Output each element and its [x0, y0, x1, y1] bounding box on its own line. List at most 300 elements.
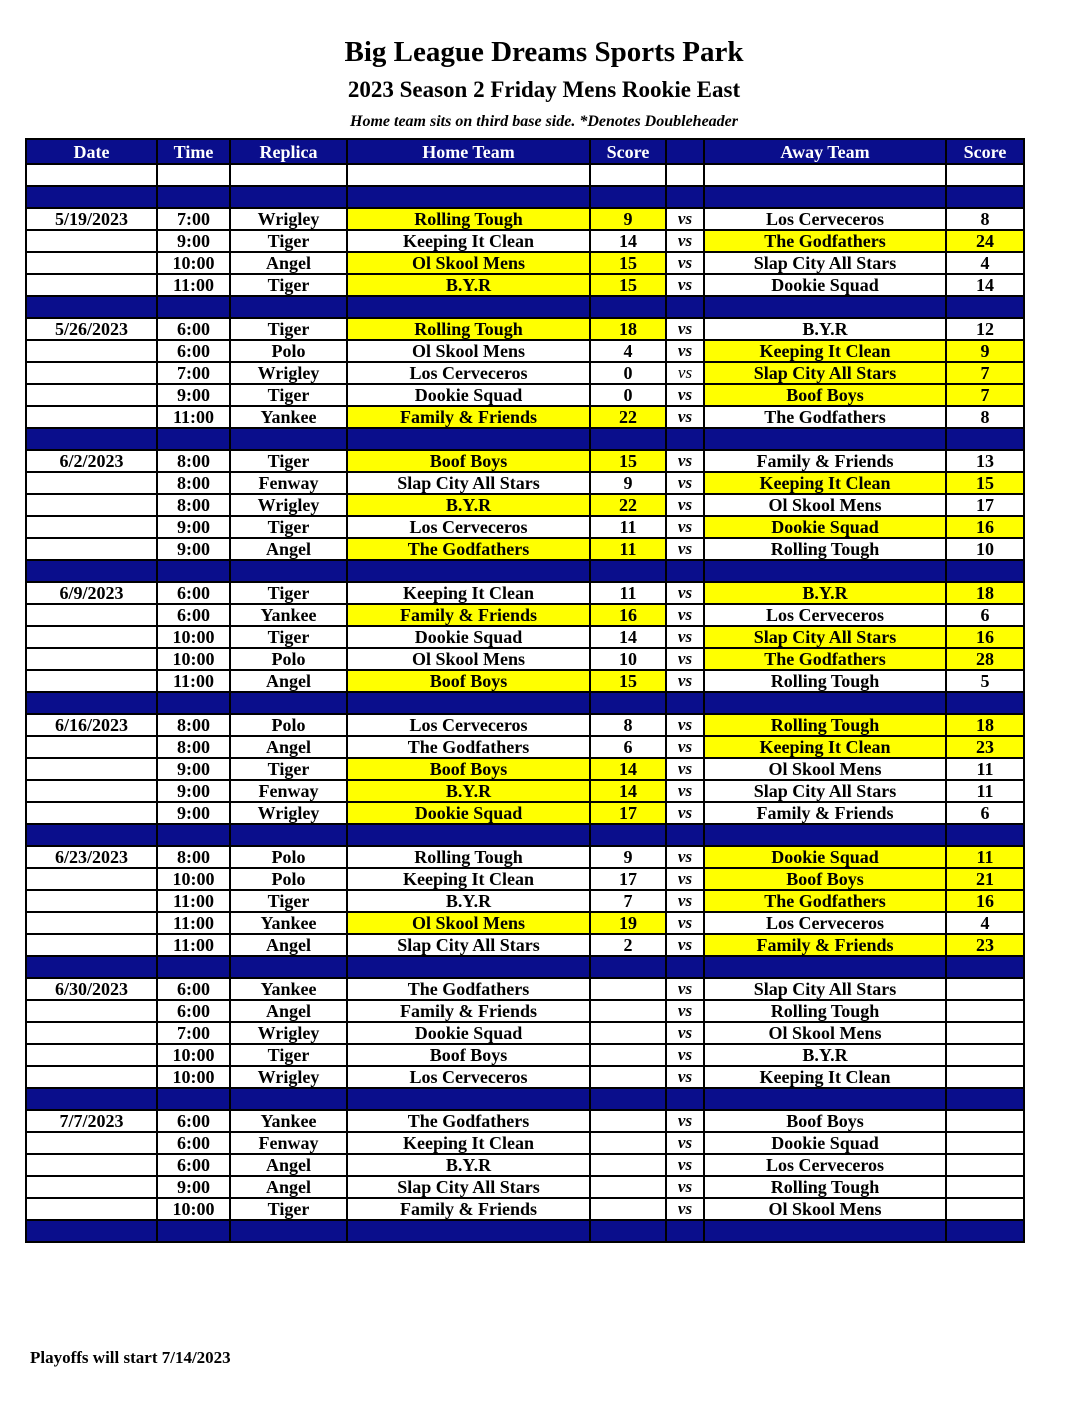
- game-time: 6:00: [157, 1132, 230, 1154]
- vs-label: vs: [666, 648, 704, 670]
- separator-row-cell: [26, 1220, 157, 1242]
- separator-row-cell: [230, 186, 347, 208]
- vs-label: vs: [666, 978, 704, 1000]
- game-date: [26, 912, 157, 934]
- game-date: [26, 230, 157, 252]
- game-replica: Angel: [230, 538, 347, 560]
- away-score: 11: [946, 846, 1024, 868]
- away-score: 21: [946, 868, 1024, 890]
- game-row: [26, 362, 1024, 384]
- schedule-table: [25, 138, 1025, 1243]
- away-team: Slap City All Stars: [704, 362, 946, 384]
- column-header-away-team: Away Team: [704, 139, 946, 164]
- game-time: 8:00: [157, 714, 230, 736]
- game-time: 6:00: [157, 1110, 230, 1132]
- home-team: The Godfathers: [347, 736, 590, 758]
- separator-row-cell: [704, 296, 946, 318]
- game-replica: Fenway: [230, 1132, 347, 1154]
- separator-row: [26, 428, 1024, 450]
- separator-row-cell: [26, 428, 157, 450]
- game-replica: Wrigley: [230, 802, 347, 824]
- game-time: 11:00: [157, 274, 230, 296]
- game-replica: Polo: [230, 648, 347, 670]
- separator-row-cell: [666, 560, 704, 582]
- game-row: [26, 208, 1024, 230]
- home-team: Slap City All Stars: [347, 1176, 590, 1198]
- vs-label: vs: [666, 208, 704, 230]
- separator-row-cell: [590, 1220, 666, 1242]
- home-team: Ol Skool Mens: [347, 252, 590, 274]
- home-score: 14: [590, 230, 666, 252]
- game-row: [26, 318, 1024, 340]
- vs-label: vs: [666, 362, 704, 384]
- separator-row: [26, 296, 1024, 318]
- game-replica: Fenway: [230, 472, 347, 494]
- separator-row-cell: [946, 692, 1024, 714]
- game-replica: Angel: [230, 670, 347, 692]
- column-header-date: Date: [26, 139, 157, 164]
- vs-label: vs: [666, 472, 704, 494]
- home-team: Boof Boys: [347, 758, 590, 780]
- game-row: [26, 340, 1024, 362]
- vs-label: vs: [666, 1000, 704, 1022]
- away-score: 23: [946, 934, 1024, 956]
- separator-row-cell: [590, 560, 666, 582]
- home-score: 8: [590, 714, 666, 736]
- vs-label: vs: [666, 252, 704, 274]
- game-time: 9:00: [157, 384, 230, 406]
- home-score: 4: [590, 340, 666, 362]
- game-replica: Wrigley: [230, 362, 347, 384]
- separator-row: [26, 824, 1024, 846]
- separator-row-cell: [347, 1220, 590, 1242]
- game-time: 9:00: [157, 230, 230, 252]
- game-replica: Yankee: [230, 406, 347, 428]
- game-replica: Angel: [230, 1176, 347, 1198]
- game-replica: Tiger: [230, 1044, 347, 1066]
- game-time: 6:00: [157, 978, 230, 1000]
- vs-label: vs: [666, 1198, 704, 1220]
- home-score: 6: [590, 736, 666, 758]
- game-row: [26, 670, 1024, 692]
- game-replica: Wrigley: [230, 208, 347, 230]
- home-team: Boof Boys: [347, 1044, 590, 1066]
- vs-label: vs: [666, 230, 704, 252]
- game-row: [26, 1000, 1024, 1022]
- game-row: [26, 516, 1024, 538]
- away-score: [946, 1198, 1024, 1220]
- game-row: [26, 274, 1024, 296]
- game-row: [26, 912, 1024, 934]
- separator-row-cell: [946, 428, 1024, 450]
- away-score: 5: [946, 670, 1024, 692]
- game-row: [26, 978, 1024, 1000]
- home-team: B.Y.R: [347, 274, 590, 296]
- separator-row-cell: [946, 560, 1024, 582]
- away-team: Los Cerveceros: [704, 1154, 946, 1176]
- separator-row-cell: [590, 186, 666, 208]
- game-time: 10:00: [157, 868, 230, 890]
- game-replica: Wrigley: [230, 494, 347, 516]
- separator-row-cell: [157, 692, 230, 714]
- separator-row-cell: [157, 186, 230, 208]
- home-team: Rolling Tough: [347, 318, 590, 340]
- away-score: 10: [946, 538, 1024, 560]
- separator-row-cell: [946, 1220, 1024, 1242]
- separator-row-cell: [946, 296, 1024, 318]
- home-team: Ol Skool Mens: [347, 912, 590, 934]
- playoffs-note: Playoffs will start 7/14/2023: [30, 1348, 231, 1367]
- vs-label: vs: [666, 890, 704, 912]
- game-row: [26, 736, 1024, 758]
- separator-row-cell: [26, 956, 157, 978]
- game-time: 9:00: [157, 780, 230, 802]
- game-time: 9:00: [157, 538, 230, 560]
- away-team: The Godfathers: [704, 648, 946, 670]
- home-team: Boof Boys: [347, 670, 590, 692]
- game-date: [26, 934, 157, 956]
- away-score: 18: [946, 582, 1024, 604]
- home-score: [590, 978, 666, 1000]
- separator-row-cell: [157, 560, 230, 582]
- game-time: 10:00: [157, 648, 230, 670]
- game-date: [26, 1000, 157, 1022]
- away-team: Rolling Tough: [704, 538, 946, 560]
- vs-label: vs: [666, 1176, 704, 1198]
- game-time: 9:00: [157, 1176, 230, 1198]
- game-time: 6:00: [157, 318, 230, 340]
- separator-row: [26, 1220, 1024, 1242]
- blank-row-cell: [26, 164, 157, 186]
- home-score: 17: [590, 802, 666, 824]
- column-header-home-score: Score: [590, 139, 666, 164]
- home-score: 22: [590, 494, 666, 516]
- game-date: [26, 406, 157, 428]
- away-score: [946, 1044, 1024, 1066]
- vs-label: vs: [666, 758, 704, 780]
- game-date: [26, 274, 157, 296]
- separator-row-cell: [157, 956, 230, 978]
- game-row: [26, 626, 1024, 648]
- game-replica: Yankee: [230, 912, 347, 934]
- game-date: [26, 1066, 157, 1088]
- home-team: Rolling Tough: [347, 208, 590, 230]
- vs-label: vs: [666, 1154, 704, 1176]
- away-team: B.Y.R: [704, 582, 946, 604]
- game-time: 9:00: [157, 758, 230, 780]
- page-note: Home team sits on third base side. *Denotes Doubleheader: [350, 113, 738, 130]
- game-time: 8:00: [157, 736, 230, 758]
- game-replica: Tiger: [230, 230, 347, 252]
- game-date: 6/16/2023: [26, 714, 157, 736]
- separator-row-cell: [666, 186, 704, 208]
- home-score: [590, 1176, 666, 1198]
- away-score: 7: [946, 384, 1024, 406]
- game-replica: Angel: [230, 1154, 347, 1176]
- game-date: 7/7/2023: [26, 1110, 157, 1132]
- separator-row-cell: [590, 296, 666, 318]
- away-score: [946, 978, 1024, 1000]
- home-score: 18: [590, 318, 666, 340]
- home-score: 22: [590, 406, 666, 428]
- away-score: 7: [946, 362, 1024, 384]
- separator-row-cell: [666, 296, 704, 318]
- vs-label: vs: [666, 406, 704, 428]
- away-score: 28: [946, 648, 1024, 670]
- game-date: [26, 802, 157, 824]
- away-score: [946, 1154, 1024, 1176]
- game-replica: Tiger: [230, 1198, 347, 1220]
- vs-label: vs: [666, 1110, 704, 1132]
- separator-row-cell: [946, 1088, 1024, 1110]
- game-replica: Polo: [230, 340, 347, 362]
- home-score: [590, 1154, 666, 1176]
- game-replica: Tiger: [230, 890, 347, 912]
- game-date: [26, 626, 157, 648]
- home-score: 10: [590, 648, 666, 670]
- separator-row-cell: [230, 692, 347, 714]
- away-score: 16: [946, 516, 1024, 538]
- away-team: Boof Boys: [704, 1110, 946, 1132]
- home-score: 14: [590, 780, 666, 802]
- home-score: [590, 1132, 666, 1154]
- game-row: [26, 780, 1024, 802]
- home-score: 11: [590, 538, 666, 560]
- away-score: 8: [946, 208, 1024, 230]
- away-team: Rolling Tough: [704, 714, 946, 736]
- game-row: [26, 1198, 1024, 1220]
- separator-row-cell: [666, 692, 704, 714]
- game-row: [26, 230, 1024, 252]
- game-date: 5/19/2023: [26, 208, 157, 230]
- separator-row-cell: [946, 186, 1024, 208]
- away-team: B.Y.R: [704, 318, 946, 340]
- home-score: [590, 1022, 666, 1044]
- away-team: Los Cerveceros: [704, 912, 946, 934]
- separator-row-cell: [26, 824, 157, 846]
- game-date: 5/26/2023: [26, 318, 157, 340]
- separator-row-cell: [230, 1220, 347, 1242]
- blank-row-cell: [666, 164, 704, 186]
- away-score: 4: [946, 912, 1024, 934]
- game-row: [26, 1154, 1024, 1176]
- away-score: [946, 1132, 1024, 1154]
- vs-label: vs: [666, 670, 704, 692]
- away-team: Slap City All Stars: [704, 252, 946, 274]
- game-time: 8:00: [157, 472, 230, 494]
- game-row: [26, 1022, 1024, 1044]
- away-score: 16: [946, 890, 1024, 912]
- separator-row-cell: [26, 1088, 157, 1110]
- separator-row: [26, 692, 1024, 714]
- game-row: [26, 1176, 1024, 1198]
- separator-row-cell: [590, 824, 666, 846]
- away-team: Rolling Tough: [704, 670, 946, 692]
- vs-label: vs: [666, 736, 704, 758]
- away-score: 14: [946, 274, 1024, 296]
- game-date: 6/30/2023: [26, 978, 157, 1000]
- separator-row: [26, 1088, 1024, 1110]
- game-time: 6:00: [157, 340, 230, 362]
- away-team: Dookie Squad: [704, 274, 946, 296]
- game-time: 7:00: [157, 362, 230, 384]
- separator-row-cell: [590, 1088, 666, 1110]
- separator-row-cell: [704, 560, 946, 582]
- away-team: Dookie Squad: [704, 846, 946, 868]
- game-row: [26, 934, 1024, 956]
- game-time: 10:00: [157, 252, 230, 274]
- home-team: Keeping It Clean: [347, 582, 590, 604]
- separator-row-cell: [347, 560, 590, 582]
- column-header-time: Time: [157, 139, 230, 164]
- game-date: [26, 362, 157, 384]
- game-row: [26, 802, 1024, 824]
- away-team: B.Y.R: [704, 1044, 946, 1066]
- away-score: 6: [946, 802, 1024, 824]
- away-team: The Godfathers: [704, 890, 946, 912]
- away-score: [946, 1066, 1024, 1088]
- game-time: 9:00: [157, 802, 230, 824]
- separator-row-cell: [946, 824, 1024, 846]
- home-score: 15: [590, 670, 666, 692]
- away-score: 18: [946, 714, 1024, 736]
- game-date: [26, 1132, 157, 1154]
- game-replica: Angel: [230, 252, 347, 274]
- home-team: Ol Skool Mens: [347, 648, 590, 670]
- game-time: 11:00: [157, 670, 230, 692]
- blank-row-cell: [704, 164, 946, 186]
- game-date: [26, 252, 157, 274]
- game-replica: Fenway: [230, 780, 347, 802]
- vs-label: vs: [666, 1132, 704, 1154]
- vs-label: vs: [666, 516, 704, 538]
- away-score: 11: [946, 758, 1024, 780]
- separator-row-cell: [230, 428, 347, 450]
- separator-row-cell: [230, 824, 347, 846]
- game-date: [26, 384, 157, 406]
- separator-row-cell: [590, 692, 666, 714]
- vs-label: vs: [666, 604, 704, 626]
- game-replica: Wrigley: [230, 1022, 347, 1044]
- vs-label: vs: [666, 274, 704, 296]
- game-time: 6:00: [157, 1154, 230, 1176]
- home-score: 19: [590, 912, 666, 934]
- away-score: 13: [946, 450, 1024, 472]
- game-row: [26, 384, 1024, 406]
- vs-label: vs: [666, 846, 704, 868]
- home-score: 11: [590, 516, 666, 538]
- away-score: 17: [946, 494, 1024, 516]
- home-score: [590, 1044, 666, 1066]
- separator-row-cell: [347, 824, 590, 846]
- home-score: 0: [590, 384, 666, 406]
- game-time: 11:00: [157, 912, 230, 934]
- home-score: 9: [590, 208, 666, 230]
- column-header-replica: Replica: [230, 139, 347, 164]
- separator-row-cell: [157, 428, 230, 450]
- away-team: Family & Friends: [704, 934, 946, 956]
- game-replica: Tiger: [230, 516, 347, 538]
- separator-row-cell: [157, 1220, 230, 1242]
- game-replica: Tiger: [230, 318, 347, 340]
- home-score: 9: [590, 472, 666, 494]
- home-score: 15: [590, 252, 666, 274]
- home-team: Dookie Squad: [347, 802, 590, 824]
- home-score: [590, 1000, 666, 1022]
- game-row: [26, 1044, 1024, 1066]
- vs-label: vs: [666, 1066, 704, 1088]
- game-time: 10:00: [157, 1044, 230, 1066]
- away-score: [946, 1000, 1024, 1022]
- home-team: The Godfathers: [347, 1110, 590, 1132]
- separator-row-cell: [704, 824, 946, 846]
- game-date: [26, 1022, 157, 1044]
- game-row: [26, 868, 1024, 890]
- separator-row-cell: [157, 1088, 230, 1110]
- game-row: [26, 648, 1024, 670]
- game-date: [26, 340, 157, 362]
- away-score: 8: [946, 406, 1024, 428]
- home-team: Los Cerveceros: [347, 1066, 590, 1088]
- home-score: [590, 1066, 666, 1088]
- separator-row-cell: [590, 428, 666, 450]
- home-score: 17: [590, 868, 666, 890]
- game-time: 11:00: [157, 934, 230, 956]
- home-team: Family & Friends: [347, 1000, 590, 1022]
- vs-label: vs: [666, 780, 704, 802]
- game-row: [26, 494, 1024, 516]
- home-score: 15: [590, 450, 666, 472]
- home-team: Dookie Squad: [347, 384, 590, 406]
- away-score: [946, 1022, 1024, 1044]
- game-replica: Polo: [230, 846, 347, 868]
- game-date: [26, 758, 157, 780]
- game-date: 6/23/2023: [26, 846, 157, 868]
- home-team: Dookie Squad: [347, 626, 590, 648]
- separator-row-cell: [666, 1220, 704, 1242]
- game-date: [26, 538, 157, 560]
- away-team: Rolling Tough: [704, 1176, 946, 1198]
- separator-row: [26, 186, 1024, 208]
- vs-label: vs: [666, 1044, 704, 1066]
- away-team: Boof Boys: [704, 868, 946, 890]
- game-time: 6:00: [157, 582, 230, 604]
- away-score: 6: [946, 604, 1024, 626]
- game-replica: Wrigley: [230, 1066, 347, 1088]
- home-score: 14: [590, 626, 666, 648]
- home-team: Slap City All Stars: [347, 472, 590, 494]
- away-team: Ol Skool Mens: [704, 758, 946, 780]
- game-time: 8:00: [157, 450, 230, 472]
- away-team: Los Cerveceros: [704, 208, 946, 230]
- home-team: Los Cerveceros: [347, 516, 590, 538]
- blank-row-cell: [590, 164, 666, 186]
- home-team: Dookie Squad: [347, 1022, 590, 1044]
- vs-label: vs: [666, 318, 704, 340]
- away-team: Keeping It Clean: [704, 1066, 946, 1088]
- game-replica: Tiger: [230, 274, 347, 296]
- game-date: [26, 670, 157, 692]
- game-time: 6:00: [157, 604, 230, 626]
- away-score: [946, 1110, 1024, 1132]
- away-team: The Godfathers: [704, 230, 946, 252]
- separator-row-cell: [590, 956, 666, 978]
- game-replica: Yankee: [230, 604, 347, 626]
- game-replica: Tiger: [230, 758, 347, 780]
- game-date: 6/2/2023: [26, 450, 157, 472]
- schedule-body: [26, 164, 1024, 1242]
- separator-row-cell: [347, 186, 590, 208]
